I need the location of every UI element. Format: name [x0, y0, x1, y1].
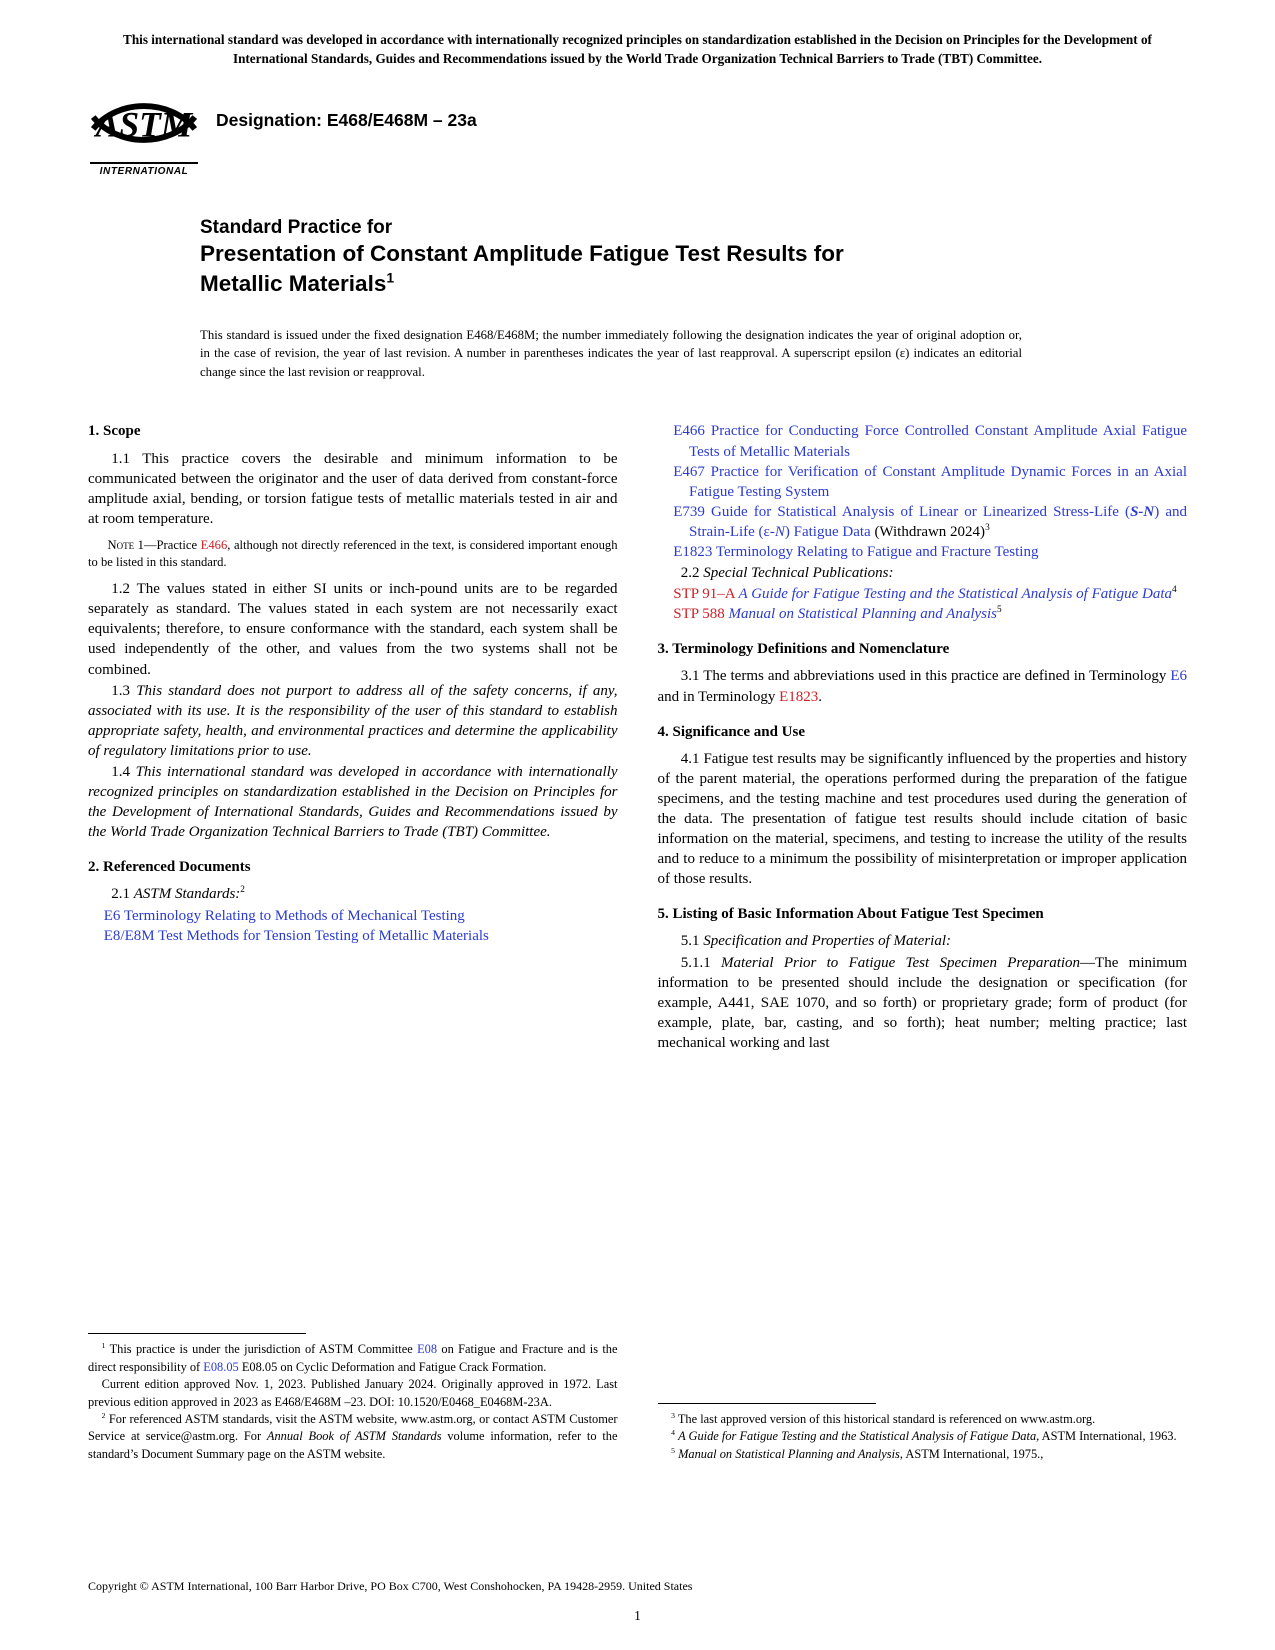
text-run: 4: [671, 1428, 675, 1438]
reference-entry: [658, 502, 1188, 542]
title-line-1: Presentation of Constant Amplitude Fatigue Test Results for: [200, 241, 844, 267]
text-run: This international standard was developed in accordance with internationally recognized principles on standardization established in the Decision on Principles for the Development of International Standards, Guides and Recommendations issued by the World Trade Organization Technical Barriers to Trade (TBT) Committee.: [88, 763, 618, 841]
right-column-body: [658, 421, 1188, 1054]
text-run: Note: [107, 537, 135, 552]
standard-link[interactable]: E08: [417, 1342, 438, 1357]
section-heading: [658, 639, 1188, 659]
standard-link[interactable]: Manual on Statistical Planning and Analysis: [728, 606, 998, 623]
text-run: Annual Book of ASTM Standards: [266, 1429, 442, 1444]
right-column: [658, 421, 1188, 1463]
paragraph: [658, 953, 1188, 1053]
standard-link[interactable]: STP 91–A: [673, 586, 735, 603]
text-run: 5: [997, 605, 1002, 616]
standard-link[interactable]: E467 Practice for Verification of Constant Amplitude Dynamic Forces in an Axial Fatigue Testing System: [673, 463, 1187, 500]
issue-note: This standard is issued under the fixed designation E468/E468M; the number immediately following the designation indicates the year of original adoption or, in the case of revision, the year of last revision. A number in parentheses indicates the year of last reapproval. A superscript epsilon (ε) indicates an editorial change since the last revision or reapproval.: [200, 327, 1022, 379]
text-run: A Guide for Fatigue Testing and the Statistical Analysis of Fatigue Data: [678, 1429, 1037, 1444]
standard-link[interactable]: E6: [1170, 668, 1187, 685]
text-run: 1. Scope: [88, 423, 141, 440]
text-run: Specification and Properties of Material:: [703, 933, 951, 950]
text-run: This standard does not purport to address all of the safety concerns, if any, associated with its use. It is the responsibility of the user of this standard to establish appropriate safety, health, and environmental practices and determine the applicability of regulatory limitations prior to use.: [88, 682, 618, 759]
paragraph: [88, 449, 618, 529]
text-run: 4. Significance and Use: [657, 723, 806, 740]
note-paragraph: [88, 537, 618, 571]
standard-link[interactable]: ) and Strain-Life (ε-: [689, 503, 1187, 540]
standard-link[interactable]: E466 Practice for Conducting Force Controlled Constant Amplitude Axial Fatigue Tests of Metallic Materials: [673, 423, 1187, 460]
page-number: 1: [634, 1608, 641, 1623]
text-run: This practice is under the jurisdiction of ASTM Committee: [105, 1342, 418, 1357]
left-footnote-list: [88, 1341, 618, 1463]
reference-entry: [658, 542, 1188, 562]
header-notice: This international standard was developed in accordance with internationally recognized principles on standardization established in the Decision on Principles for the Development of International Standards, Guides and Recommendations issued by the World Trade Organization Technical Barriers to Trade (TBT) Committee.: [123, 32, 1152, 67]
section-heading: [88, 421, 618, 441]
reference-entry: [88, 906, 618, 926]
footnote-divider: [658, 1403, 876, 1404]
page-footer: [88, 1579, 1187, 1624]
text-run: 5. Listing of Basic Information About Fatigue Test Specimen: [657, 906, 1044, 923]
reference-entry: [658, 421, 1188, 461]
text-run: 2.2: [680, 565, 704, 582]
standard-link[interactable]: E739 Guide for Statistical Analysis of Linear or Linearized Stress-Life (: [673, 503, 1131, 520]
left-column-body: [88, 421, 618, 945]
section-heading: [88, 857, 618, 877]
standard-link[interactable]: E1823: [779, 688, 819, 705]
text-run: ASTM Standards:: [133, 886, 241, 903]
paragraph: [658, 749, 1188, 890]
text-run: 2. Referenced Documents: [88, 859, 251, 876]
masthead: [88, 90, 1187, 177]
text-run: 4: [1172, 585, 1177, 596]
standard-link[interactable]: N: [774, 523, 785, 540]
paragraph: [88, 884, 618, 904]
text-run: , ASTM International, 1963.: [1036, 1429, 1177, 1444]
standard-link[interactable]: E08.05: [203, 1359, 239, 1374]
text-run: on Fatigue and Fracture and is the direct responsibility of: [88, 1342, 618, 1374]
standard-link[interactable]: E1823 Terminology Relating to Fatigue and Fracture Testing: [673, 543, 1039, 560]
text-run: 1: [101, 1341, 106, 1351]
footnote: [658, 1446, 1188, 1463]
right-footnotes: [658, 1397, 1188, 1463]
standard-link[interactable]: STP 588: [673, 606, 725, 623]
text-run: 2.1: [111, 886, 134, 903]
standard-link[interactable]: E6 Terminology Relating to Methods of Mechanical Testing: [103, 907, 465, 924]
text-run: Metallic Materials: [200, 270, 387, 296]
paragraph: [88, 579, 618, 679]
text-run: 2: [101, 1410, 106, 1420]
title-line-2: [200, 269, 1187, 298]
copyright-line: Copyright © ASTM International, 100 Barr Harbor Drive, PO Box C700, West Conshohocken, PA 19428-2959. United States: [88, 1579, 693, 1593]
text-run: volume information, refer to the standard’s Document Summary page on the ASTM website.: [88, 1429, 618, 1461]
paragraph: [658, 563, 1188, 583]
paragraph: [658, 931, 1188, 951]
title-kicker: Standard Practice for: [200, 217, 393, 239]
text-run: Special Technical Publications:: [703, 565, 894, 582]
paragraph: [88, 762, 618, 842]
left-column: [88, 421, 618, 1463]
text-run: 3: [985, 522, 990, 533]
standard-link[interactable]: E466: [200, 537, 228, 552]
text-run: 1.4: [111, 763, 136, 780]
page-title: [200, 239, 1187, 298]
right-footnote-list: [658, 1411, 1188, 1463]
text-run: 4.1 Fatigue test results may be significantly influenced by the properties and history of the parent material, the operations performed during the preparation of the fatigue specimens, and the testing machine and test procedures used during the generation of the data. The presentation of fatigue test results should include citation of basic information on the material, specimens, and testing to increase the utility of the results and to reduce to a minimum the possibility of misinterpretation or improper application of those results.: [657, 750, 1187, 888]
reference-entry: [88, 926, 618, 946]
standard-link[interactable]: S-N: [1130, 503, 1155, 520]
text-run: Material Prior to Fatigue Test Specimen Preparation: [721, 954, 1081, 971]
footnote: [88, 1376, 618, 1411]
text-run: , ASTM International, 1975.,: [899, 1446, 1044, 1461]
body-columns: [88, 421, 1187, 1463]
standard-link[interactable]: ) Fatigue Data: [784, 523, 871, 540]
astm-logo-mark: [89, 90, 199, 156]
footnote: [88, 1411, 618, 1463]
paragraph: [88, 681, 618, 761]
footnote: [88, 1341, 618, 1376]
text-run: and in Terminology: [657, 688, 780, 705]
text-run: 3. Terminology Definitions and Nomenclature: [657, 641, 950, 658]
text-run: 5.1.1: [680, 954, 722, 971]
standard-link[interactable]: A Guide for Fatigue Testing and the Statistical Analysis of Fatigue Data: [738, 586, 1173, 603]
astm-logo: [88, 90, 200, 177]
paragraph: [658, 666, 1188, 706]
text-run: 1.2 The values stated in either SI units or inch-pound units are to be regarded separately as standard. The values stated in each system are not necessarily exact equivalents; therefore, to ensure conformance with the standard, each system shall be used independently of the other, and values from the two systems shall not be combined.: [88, 581, 618, 678]
reference-entry: [658, 584, 1188, 604]
standard-link[interactable]: E8/E8M Test Methods for Tension Testing of Metallic Materials: [103, 927, 489, 944]
left-footnotes: [88, 1327, 618, 1463]
text-run: .: [818, 688, 822, 705]
footnote: [658, 1428, 1188, 1445]
text-run: 1—Practice: [134, 537, 201, 552]
text-run: The last approved version of this historical standard is referenced on www.astm.org.: [674, 1411, 1096, 1426]
logo-divider: [90, 162, 198, 164]
section-heading: [658, 722, 1188, 742]
text-run: (Withdrawn 2024): [870, 523, 986, 540]
logo-subtitle: INTERNATIONAL: [99, 166, 189, 178]
astm-logo-text: ASTM: [95, 104, 193, 145]
text-run: 1: [386, 269, 395, 286]
footnote: [658, 1411, 1188, 1428]
reference-entry: [658, 462, 1188, 502]
text-run: , although not directly referenced in the text, is considered important enough to be listed in this standard.: [88, 537, 618, 570]
text-run: 2: [240, 885, 245, 896]
designation-text: Designation: E468/E468M – 23a: [216, 110, 477, 131]
text-run: 1.1 This practice covers the desirable and minimum information to be communicated between the originator and the user of data derived from constant-force amplitude axial, bending, or torsion fatigue tests of metallic materials tested in air and at room temperature.: [88, 450, 618, 527]
text-run: 1.3: [111, 682, 137, 699]
title-block: [200, 217, 1187, 298]
text-run: Current edition approved Nov. 1, 2023. Published January 2024. Originally approved in 1972. Last previous edition approved in 2023 as E468/E468M –23. DOI: 10.1520/E0468_E0468M-23A.: [88, 1377, 618, 1409]
reference-entry: [658, 604, 1188, 624]
text-run: 3: [671, 1410, 675, 1420]
text-run: —The minimum information to be presented should include the designation or specification (for example, A441, SAE 1070, and so forth) or proprietary grade; form of product (for example, plate, bar, casting, and so forth); heat number; melting practice; last mechanical working and last: [657, 954, 1187, 1051]
text-run: 3.1 The terms and abbreviations used in this practice are defined in Terminology: [680, 668, 1171, 685]
text-run: 5.1: [680, 933, 704, 950]
footnote-divider: [88, 1333, 306, 1334]
section-heading: [658, 904, 1188, 924]
text-run: Manual on Statistical Planning and Analysis: [678, 1446, 900, 1461]
text-run: E08.05 on Cyclic Deformation and Fatigue Crack Formation.: [238, 1359, 547, 1374]
text-run: For referenced ASTM standards, visit the ASTM website, www.astm.org, or contact ASTM Customer Service at service@astm.org. For: [88, 1411, 618, 1444]
text-run: 5: [671, 1445, 675, 1455]
